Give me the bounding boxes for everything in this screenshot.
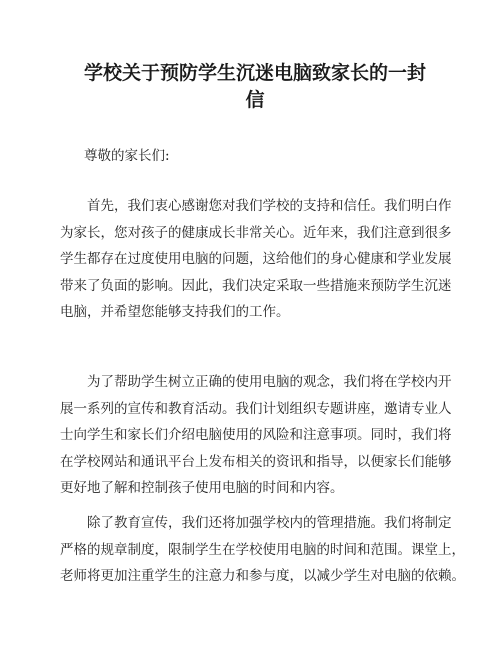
paragraph-line: 展一系列的宣传和教育活动。我们计划组织专题讲座，邀请专业人: [60, 400, 452, 417]
paragraph-thanks: [60, 193, 480, 326]
title-line: 信: [245, 89, 265, 111]
paragraph-management: [60, 510, 480, 590]
paragraph-line: 首先，我们衷心感谢您对我们学校的支持和信任。我们明白作: [87, 198, 452, 214]
salutation: 尊敬的家长们:: [84, 148, 170, 164]
document-title: [60, 60, 450, 114]
paragraph-line: 电脑，并希望您能够支持我们的工作。: [60, 304, 290, 320]
paragraph-line: 除了教育宣传，我们还将加强学校内的管理措施。我们将制定: [87, 515, 452, 531]
paragraph-line: 学生都存在过度使用电脑的问题，这给他们的身心健康和学业发展: [60, 251, 452, 267]
paragraph-line: 老师将更加注重学生的注意力和参与度，以减少学生对电脑的依赖。: [60, 568, 465, 584]
paragraph-line: 为家长，您对孩子的健康成长非常关心。近年来，我们注意到很多: [60, 224, 452, 241]
paragraph-line: 为了帮助学生树立正确的使用电脑的观念，我们将在学校内开: [87, 374, 452, 390]
paragraph-line: 严格的规章制度，限制学生在学校使用电脑的时间和范围。课堂上，: [60, 541, 465, 558]
paragraph-line: 更好地了解和控制孩子使用电脑的时间和内容。: [60, 480, 344, 496]
paragraph-line: 在学校网站和通讯平台上发布相关的资讯和指导，以便家长们能够: [60, 453, 452, 470]
paragraph-line: 带来了负面的影响。因此，我们决定采取一些措施来预防学生沉迷: [60, 277, 452, 294]
paragraph-education: [60, 369, 480, 502]
paragraph-line: 士向学生和家长们介绍电脑使用的风险和注意事项。同时，我们将: [60, 427, 452, 443]
title-line: 学校关于预防学生沉迷电脑致家长的一封: [83, 62, 426, 84]
